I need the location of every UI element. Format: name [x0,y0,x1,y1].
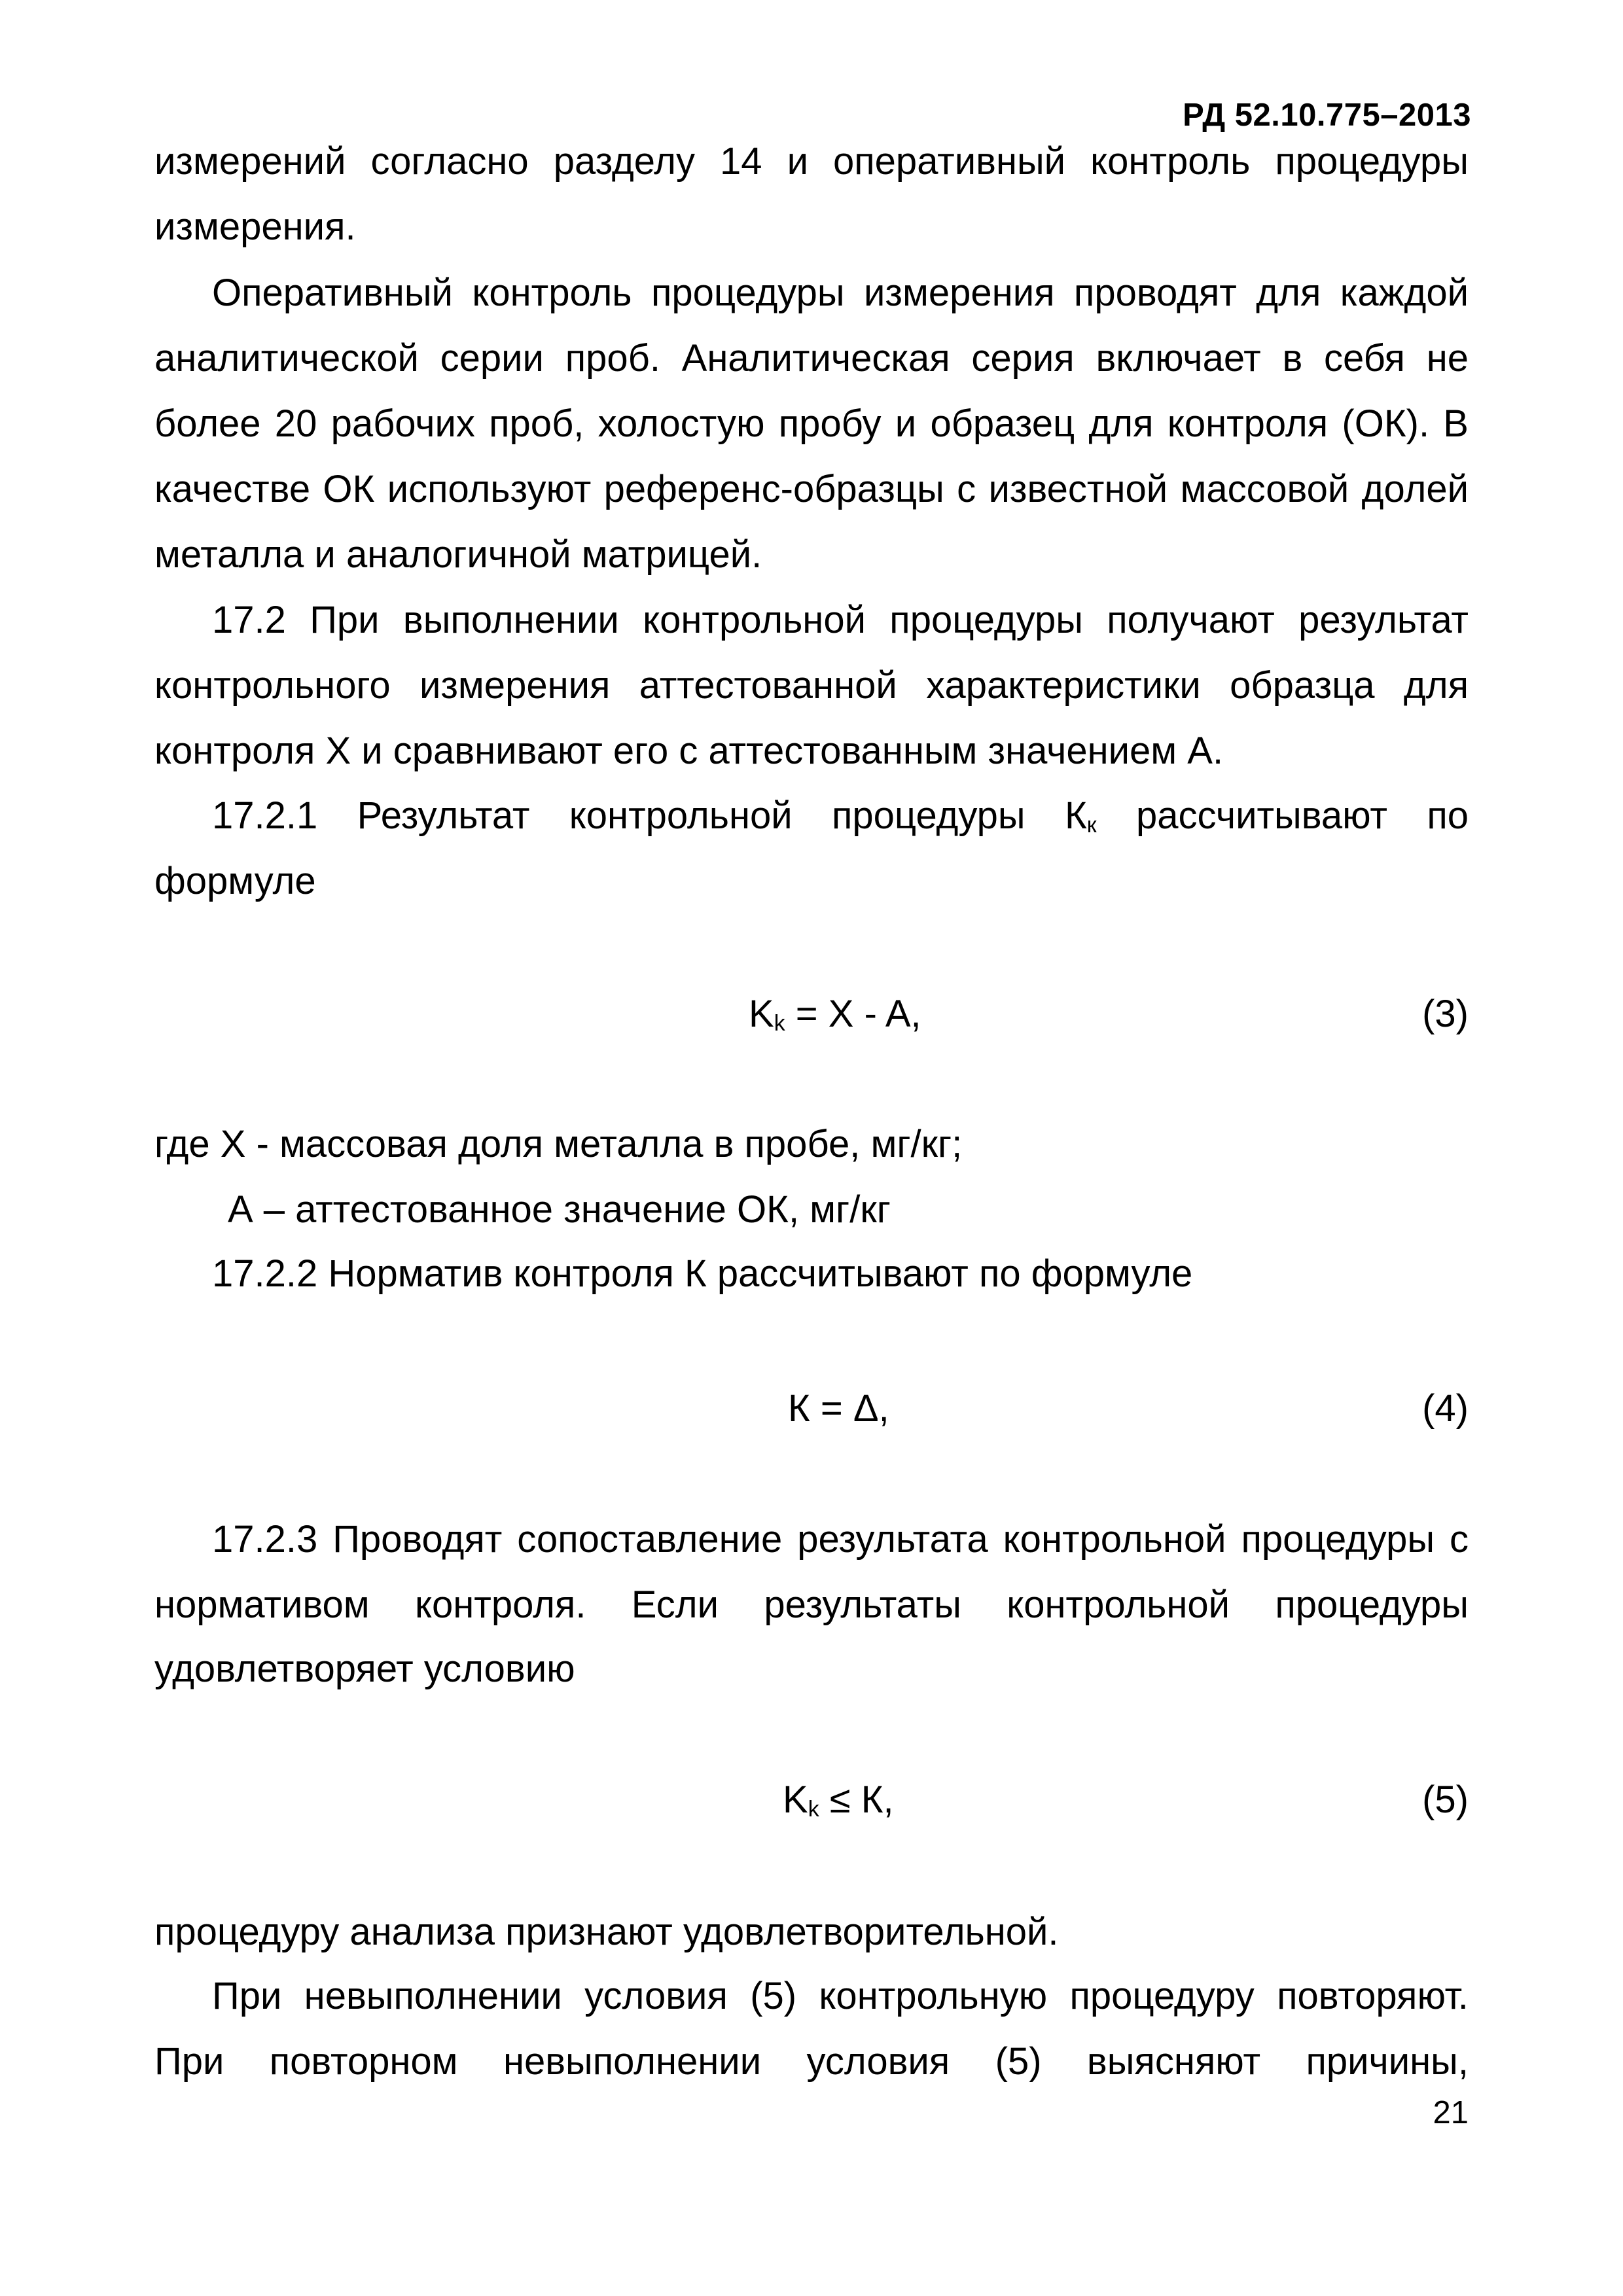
paragraph-6-word: процедуры [1241,1518,1435,1561]
paragraph-4-line-1 [212,794,1469,838]
paragraph-3: 17.2 При выполнении контрольной процедуры получают результат контрольного измерения аттестованной характеристики образца для контроля Х и сравнивают его с аттестованным значением А. [154,599,1469,772]
paragraph-8-word: невыполнении [503,2040,762,2083]
document-header: РД 52.10.775–2013 [1183,97,1471,133]
paragraph-8-word: причины, [1306,2040,1469,2083]
paragraph-4-word: контрольной [569,794,793,837]
paragraph-1-word: и [787,140,808,183]
paragraph-8-word: выясняют [1086,2040,1261,2083]
paragraph-8-word: повторном [269,2040,458,2083]
paragraph-8-word: невыполнении [304,1975,562,2017]
paragraph-1-line-1 [154,140,1469,183]
paragraph-6-word: 17.2.3 [212,1518,318,1561]
paragraph-6-word: контроля. [414,1583,586,1626]
paragraph-1-word: 14 [720,140,762,183]
paragraph-6-line-3: удовлетворяет условию [154,1648,575,1690]
where-x-definition: где Х - массовая доля металла в пробе, мг/кг; [154,1123,963,1165]
paragraph-6-word: результаты [764,1583,961,1626]
paragraph-8-line-1 [212,1977,1469,2015]
formula-5-subscript: k [808,1797,819,1822]
paragraph-8-word: повторяют. [1277,1975,1469,2017]
paragraph-8-line-2 [154,2040,1469,2083]
paragraph-1-word: контроль [1090,140,1251,183]
paragraph-4-word: Результат [357,794,530,837]
paragraph-7: процедуру анализа признают удовлетворительной. [154,1911,1059,1953]
paragraph-6-line-2 [154,1583,1469,1626]
paragraph-5: 17.2.2 Норматив контроля К рассчитывают по формуле [212,1252,1193,1295]
paragraph-1-word: согласно [370,140,529,183]
formula-4: К = Δ, [788,1387,889,1430]
paragraph-8-word: процедуру [1069,1975,1255,2017]
paragraph-2: Оперативный контроль процедуры измерения проводят для каждой аналитической серии проб. Аналитическая серия включает в себя не более 20 рабочих проб, холостую пробу и образец для контроля (ОК). В качестве ОК используют референс-образцы с известной массовой долей металла и аналогичной матрицей. [154,272,1469,576]
paragraph-8-word: (5) [750,1975,797,2017]
paragraph-6-word: нормативом [154,1583,370,1626]
formula-3-lhs: K [749,993,774,1035]
paragraph-8-word: При [212,1975,282,2017]
paragraph-6-line-1 [212,1518,1469,1561]
equation-number-5: (5) [1422,1778,1469,1821]
formula-3-rhs: = X - A, [785,993,921,1035]
paragraph-4-word: 17.2.1 [212,794,318,837]
where-a-definition: А – аттестованное значение ОК, мг/кг [228,1188,891,1231]
paragraph-6-word: контрольной [1007,1583,1230,1626]
paragraph-1-word: оперативный [833,140,1066,183]
paragraph-6-word: с [1449,1518,1469,1561]
paragraph-6-word: результата [797,1518,988,1561]
paragraph-4-subscript: к [1086,813,1097,838]
paragraph-8-word: (5) [995,2040,1042,2083]
paragraph-6-word: процедуры [1275,1583,1469,1626]
formula-3 [749,993,921,1036]
formula-3-subscript: k [774,1011,785,1036]
equation-number-4: (4) [1422,1387,1469,1430]
formula-5-lhs: K [783,1778,808,1821]
paragraph-8-word: условия [806,2040,950,2083]
equation-number-3: (3) [1422,993,1469,1035]
paragraph-6-word: контрольной [1003,1518,1226,1561]
paragraph-8-word: условия [584,1975,728,2017]
paragraph-6-word: сопоставление [517,1518,783,1561]
paragraph-8-word: контрольную [819,1975,1048,2017]
formula-5 [783,1778,894,1822]
paragraph-8-word: При [154,2040,224,2083]
page-number: 21 [1433,2095,1469,2130]
paragraph-4-word: $К_к$ [1064,794,1097,838]
paragraph-4-word: процедуры [832,794,1026,837]
paragraph-1-word: процедуры [1275,140,1469,183]
paragraph-1-line-2: измерения. [154,205,356,248]
formula-5-rhs: ≤ К, [819,1778,894,1821]
paragraph-1-word: разделу [553,140,695,183]
paragraph-1-word: измерений [154,140,346,183]
paragraph-4-word: рассчитывают [1136,794,1387,837]
paragraph-6-word: Проводят [332,1518,503,1561]
paragraph-4-line-2: формуле [154,860,316,902]
paragraph-6-word: Если [631,1583,719,1626]
paragraph-4-word: по [1427,794,1469,837]
